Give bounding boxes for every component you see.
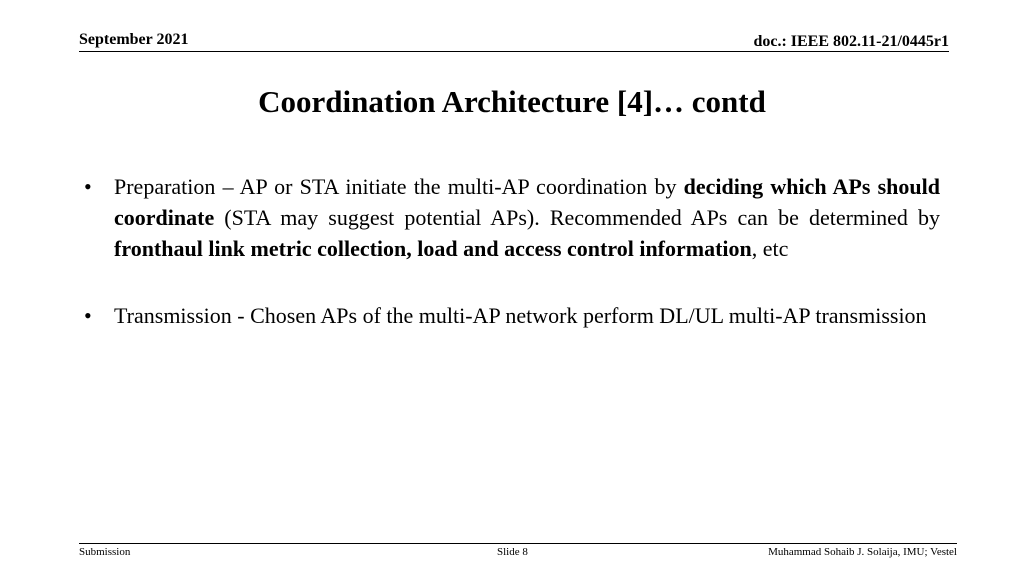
header-date: September 2021 [79, 31, 189, 48]
footer-author: Muhammad Sohaib J. Solaija, IMU; Vestel [768, 546, 957, 558]
bullet-marker: • [84, 303, 92, 328]
bullet-text-bold-segment: deciding which APs should coordinate [114, 174, 941, 230]
header-doc-id: doc.: IEEE 802.11-21/0445r1 [753, 33, 949, 50]
bullet-text-segment: Preparation – AP or STA initiate the multi-AP coordination by [114, 174, 684, 199]
bullet-text-segment: Transmission - Chosen APs of the multi-AP network perform DL/UL multi-AP transmission [114, 303, 927, 328]
footer-slide-number: Slide 8 [497, 546, 528, 558]
slide-title: Coordination Architecture [4]… contd [258, 84, 766, 119]
bullet-item-preparation [84, 171, 940, 264]
bullet-list [84, 171, 940, 331]
bullet-item-transmission [84, 300, 940, 331]
bullet-text-segment: (STA may suggest potential APs). Recommended APs can be determined by [214, 205, 940, 230]
header-divider [79, 51, 949, 52]
footer-submission: Submission [79, 546, 131, 558]
footer-divider [79, 543, 957, 544]
bullet-marker: • [84, 174, 92, 199]
bullet-text-bold-segment: fronthaul link metric collection, load and access control information [114, 236, 752, 261]
bullet-text-segment: , etc [751, 236, 789, 261]
